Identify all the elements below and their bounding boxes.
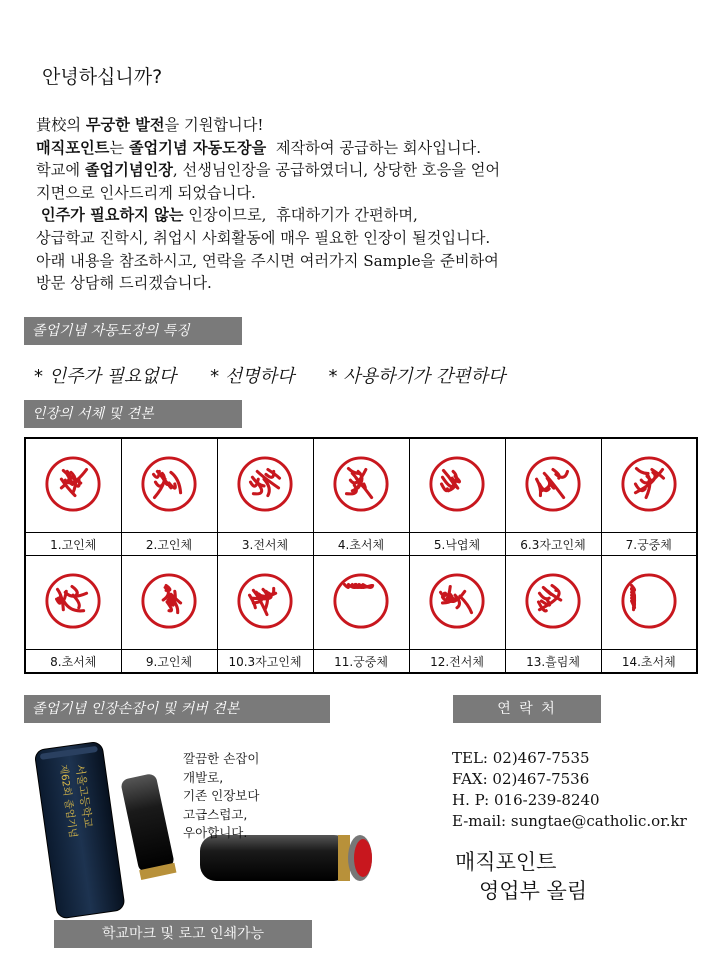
section-features-bar: 졸업기념 자동도장의 특징 (24, 317, 242, 345)
seal-stamp-icon (620, 572, 678, 630)
intro-text: 학교에 (36, 161, 85, 180)
intro-line-3 (36, 159, 676, 182)
caption-line: 기존 인장보다 (183, 788, 260, 803)
seal-stamp-icon (428, 572, 486, 630)
seal-image-row (25, 556, 697, 650)
seal-sample-cell (217, 438, 313, 533)
caption-line: 우아합니다. (183, 825, 248, 840)
intro-text: 을 기원합니다! (164, 116, 264, 134)
seal-stamp-icon (524, 455, 582, 513)
seal-stamp-icon (236, 455, 294, 513)
intro-emphasis: 졸업기념인장 (84, 161, 173, 180)
caption-line: 개발로, (183, 769, 224, 785)
seal-sample-cell (601, 438, 697, 533)
company-name: 매직포인트 (455, 850, 557, 874)
signature-block (455, 848, 587, 906)
seal-style-label: 8.초서체 (25, 650, 121, 674)
seal-style-label: 11.궁중체 (313, 650, 409, 674)
caption-line: 깔끔한 손잡이 (183, 751, 260, 766)
seal-sample-cell (505, 438, 601, 533)
seal-sample-cell (217, 556, 313, 650)
seal-style-label: 12.전서체 (409, 650, 505, 674)
seal-stamp-icon (332, 572, 390, 630)
intro-text: 는 (109, 138, 129, 157)
seal-style-label: 14.초서체 (601, 650, 697, 674)
seal-sample-cell (409, 438, 505, 533)
seal-sample-cell (121, 438, 217, 533)
seal-label-row (25, 533, 697, 556)
seal-style-label: 13.흘림체 (505, 650, 601, 674)
stamp-handle-vertical (120, 773, 176, 880)
seal-stamp-icon (332, 455, 390, 513)
intro-line-6: 상급학교 진학시, 취업시 사회활동에 매우 필요한 인장이 될것입니다. (36, 228, 491, 247)
intro-emphasis: 무궁한 발전 (85, 116, 165, 134)
intro-line-7: 아래 내용을 참조하시고, 연락을 주시면 여러가지 Sample을 준비하여 (36, 251, 499, 270)
section-seal-styles-bar: 인장의 서체 및 견본 (24, 400, 242, 428)
intro-emphasis: 졸업기념 자동도장을 (128, 138, 267, 157)
intro-line-4: 지면으로 인사드리게 되었습니다. (36, 183, 256, 202)
intro-paragraph (36, 114, 676, 295)
pouch-text-line-1: 서울고등학교 (73, 763, 95, 829)
logo-printing-bar: 학교마크 및 로고 인쇄가능 (54, 920, 312, 948)
seal-sample-cell (25, 438, 121, 533)
seal-style-label: 4.초서체 (313, 533, 409, 556)
seal-style-label: 7.궁중체 (601, 533, 697, 556)
seal-sample-cell (505, 556, 601, 650)
seal-sample-cell (121, 556, 217, 650)
seal-stamp-icon (428, 455, 486, 513)
contact-fax: FAX: 02)467-7536 (452, 770, 590, 788)
section-contact-bar: 연 락 처 (453, 695, 601, 723)
seal-sample-cell (409, 556, 505, 650)
contact-tel: TEL: 02)467-7535 (452, 749, 590, 767)
seal-stamp-icon (620, 455, 678, 513)
intro-text: 제작하여 공급하는 회사입니다. (266, 138, 482, 157)
section-handle-cover-bar: 졸업기념 인장손잡이 및 커버 견본 (24, 695, 330, 723)
department-name: 영업부 올림 (479, 879, 588, 903)
seal-sample-cell (25, 556, 121, 650)
seal-stamp-icon (44, 455, 102, 513)
seal-style-label: 2.고인체 (121, 533, 217, 556)
seal-style-label: 9.고인체 (121, 650, 217, 674)
intro-line-2 (36, 137, 676, 160)
intro-line-8: 방문 상담해 드리겠습니다. (36, 274, 212, 293)
intro-emphasis: 매직포인트 (36, 138, 110, 157)
seal-stamp-icon (140, 572, 198, 630)
contact-email[interactable]: E-mail: sungtae@catholic.or.kr (452, 812, 687, 830)
seal-stamp-icon (236, 572, 294, 630)
seal-style-label: 10.3자고인체 (217, 650, 313, 674)
seal-style-label: 5.낙엽체 (409, 533, 505, 556)
intro-text: , 선생님인장을 공급하였더니, 상당한 호응을 얻어 (172, 161, 501, 180)
seal-label-row (25, 650, 697, 674)
intro-line-5 (36, 204, 676, 227)
feature-item: * 사용하기가 간편하다 (328, 366, 506, 387)
seal-style-label: 3.전서체 (217, 533, 313, 556)
intro-text: 貴校의 (36, 116, 86, 134)
features-list (34, 362, 654, 388)
seal-stamp-icon (524, 572, 582, 630)
seal-sample-cell (601, 556, 697, 650)
caption-line: 고급스럽고, (183, 806, 248, 822)
seal-sample-cell (313, 556, 409, 650)
intro-line-1 (36, 114, 676, 137)
seal-stamp-icon (44, 572, 102, 630)
seal-sample-cell (313, 438, 409, 533)
pouch-text-line-2: 제62회 졸업기념 (57, 763, 79, 839)
feature-item: * 인주가 필요없다 (34, 366, 177, 387)
seal-style-label: 6.3자고인체 (505, 533, 601, 556)
seal-sample-table (24, 437, 698, 674)
seal-stamp-icon (140, 455, 198, 513)
greeting-heading: 안녕하십니까? (42, 66, 163, 88)
seal-image-row (25, 438, 697, 533)
intro-emphasis: 인주가 필요하지 않는 (40, 206, 184, 225)
feature-item: * 선명하다 (210, 366, 295, 387)
intro-text: 인장이므로, 휴대하기가 간편하며, (183, 206, 418, 225)
contact-hp: H. P: 016-239-8240 (452, 791, 600, 809)
seal-style-label: 1.고인체 (25, 533, 121, 556)
contact-info (452, 748, 687, 832)
product-caption (183, 750, 259, 843)
